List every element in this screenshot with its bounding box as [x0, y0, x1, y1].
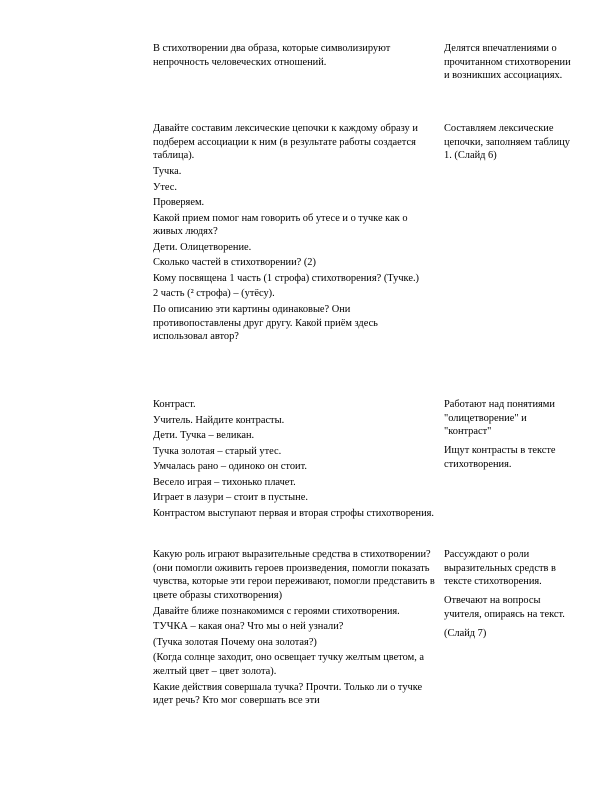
paragraph: 2 часть (² строфа) – (утёсу). [153, 288, 275, 300]
student-activity-cell [444, 398, 572, 473]
student-activity-cell [444, 548, 572, 642]
student-activity-cell [444, 42, 572, 85]
paragraph: Утес. [153, 181, 177, 193]
paragraph: Какие действия совершала тучка? Прочти. Только ли о тучке идет речь? Кто мог совершать все эти [153, 681, 423, 707]
paragraph: Контраст. [153, 399, 196, 410]
paragraph: Составляем лексические цепочки, заполняем таблицу 1. (Слайд 6) [444, 123, 571, 162]
paragraph: Умчалась рано – одиноко он стоит. [153, 461, 307, 473]
teacher-activity-cell [153, 398, 435, 522]
paragraph: (Тучка золотая Почему она золотая?) [153, 636, 317, 648]
student-activity-cell [444, 122, 572, 165]
paragraph: Тучка. [153, 166, 182, 177]
paragraph: Учитель. Найдите контрасты. [153, 414, 285, 426]
paragraph: В стихотворении два образа, которые символизируют непрочность человеческих отношений. [153, 43, 391, 68]
paragraph: Рассуждают о роли выразительных средств в тексте стихотворения. [444, 549, 556, 588]
paragraph: Отвечают на вопросы учителя, опираясь на текст. [444, 595, 565, 620]
paragraph: Давайте ближе познакомимся с героями стихотворения. [153, 605, 400, 617]
paragraph: Тучка золотая – старый утес. [153, 445, 282, 457]
paragraph: Делятся впечатлениями о прочитанном стихотворении и возникших ассоциациях. [444, 43, 571, 82]
paragraph: Контрастом выступают первая и вторая строфы стихотворения. [153, 507, 435, 519]
paragraph: Проверяем. [153, 197, 205, 209]
paragraph: Какой прием помог нам говорить об утесе и о тучке как о живых людях? [153, 212, 408, 238]
paragraph: Играет в лазури – стоит в пустыне. [153, 492, 308, 504]
paragraph: Весело играя – тихонько плачет. [153, 476, 296, 488]
teacher-activity-cell [153, 122, 435, 346]
paragraph: Кому посвящена 1 часть (1 строфа) стихотворения? (Тучке.) [153, 272, 420, 284]
paragraph: ТУЧКА – какая она? Что мы о ней узнали? [153, 621, 344, 633]
paragraph: (Слайд 7) [444, 627, 487, 639]
paragraph: Ищут контрасты в тексте стихотворения. [444, 445, 556, 470]
paragraph: По описанию эти картины одинаковые? Они противопоставлены друг другу. Какой приём здесь использовал автор? [153, 303, 378, 343]
paragraph: Сколько частей в стихотворении? (2) [153, 257, 316, 269]
paragraph: Давайте составим лексические цепочки к каждому образу и подберем ассоциации к ним (в результате работы создается таблица). [153, 123, 418, 162]
teacher-activity-cell [153, 42, 435, 71]
paragraph: Работают над понятиями "олицетворение" и "контраст" [444, 399, 555, 438]
paragraph: Дети. Олицетворение. [153, 241, 252, 253]
paragraph: Какую роль играют выразительные средства в стихотворении? (они помогли оживить героев произведения, помогли показать чувства, которые эти герои переживают, помогли представить в цвете образы стихотворения) [153, 549, 435, 602]
paragraph: Дети. Тучка – великан. [153, 430, 255, 442]
teacher-activity-cell [153, 548, 435, 710]
paragraph: (Когда солнце заходит, оно освещает тучку желтым цветом, а желтый цвет – цвет золота). [153, 652, 424, 678]
